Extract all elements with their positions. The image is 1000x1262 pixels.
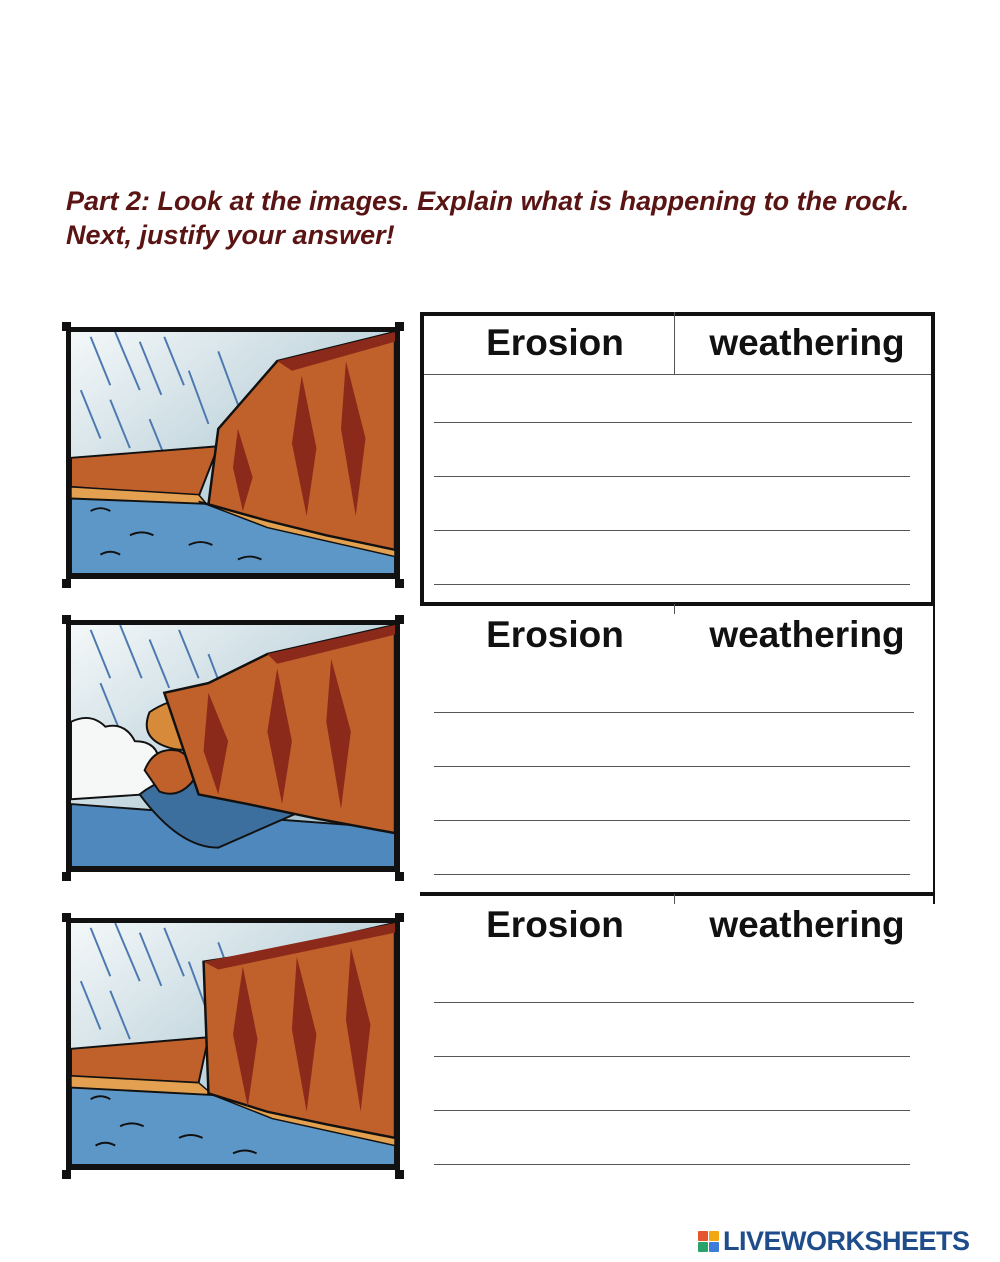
frame-corner — [395, 615, 404, 624]
frame-corner — [395, 579, 404, 588]
cliff-rain-image-3 — [66, 918, 400, 1170]
cliff-rain-icon — [71, 332, 395, 574]
instructions-text: Part 2: Look at the images. Explain what is happening to the rock. Next, justify your answer! — [66, 186, 910, 250]
answer-line — [434, 820, 910, 821]
header-divider — [424, 374, 931, 375]
frame-corner — [395, 913, 404, 922]
answer-line — [434, 584, 910, 585]
erosion-option[interactable]: Erosion — [486, 904, 624, 945]
erosion-option[interactable]: Erosion — [486, 614, 624, 655]
frame-corner — [62, 322, 71, 331]
liveworksheets-logo-icon — [698, 1231, 719, 1252]
logo-square — [709, 1231, 719, 1241]
frame-corner — [62, 615, 71, 624]
answer-line — [434, 766, 910, 767]
answer-line — [434, 1110, 910, 1111]
logo-square — [698, 1242, 708, 1252]
answer-line — [434, 874, 910, 875]
panel-border — [933, 604, 935, 894]
answer-line — [434, 712, 914, 713]
answer-input[interactable] — [432, 670, 923, 890]
brand-name: LIVEWORKSHEETS — [723, 1226, 970, 1256]
answer-line — [434, 1164, 910, 1165]
frame-corner — [395, 322, 404, 331]
cliff-rockfall-icon — [71, 625, 395, 867]
frame-corner — [62, 1170, 71, 1179]
answer-line — [434, 1056, 910, 1057]
weathering-option[interactable]: weathering — [709, 322, 905, 363]
panel-border — [420, 312, 424, 606]
panel-border — [933, 894, 935, 904]
answer-panel-1 — [420, 312, 935, 606]
answer-line — [434, 422, 912, 423]
erosion-option[interactable]: Erosion — [486, 322, 624, 363]
brand-logo[interactable] — [698, 1226, 970, 1257]
frame-corner — [62, 913, 71, 922]
answer-input[interactable] — [432, 960, 923, 1170]
weathering-option[interactable]: weathering — [709, 614, 905, 655]
logo-square — [709, 1242, 719, 1252]
weathering-option[interactable]: weathering — [709, 904, 905, 945]
logo-square — [698, 1231, 708, 1241]
answer-line — [434, 530, 910, 531]
cliff-rain-icon — [71, 923, 395, 1165]
answer-line — [434, 1002, 914, 1003]
frame-corner — [395, 872, 404, 881]
answer-input[interactable] — [432, 378, 923, 598]
frame-corner — [62, 579, 71, 588]
answer-line — [434, 476, 910, 477]
frame-corner — [395, 1170, 404, 1179]
answer-panel-2 — [420, 604, 935, 896]
cliff-rockfall-image — [66, 620, 400, 872]
cliff-rain-image-1 — [66, 327, 400, 579]
answer-panel-3 — [420, 894, 935, 1174]
frame-corner — [62, 872, 71, 881]
